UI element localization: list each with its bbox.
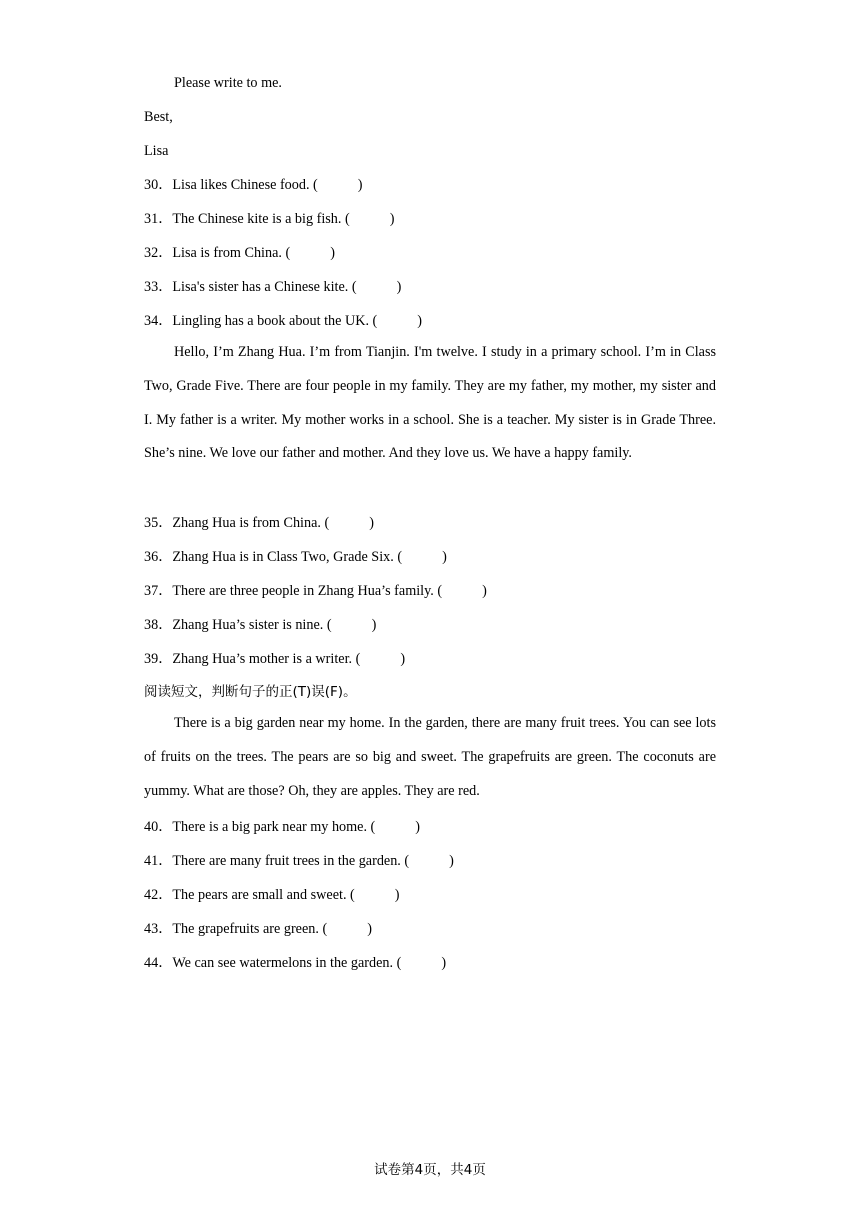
question-number: 30． xyxy=(144,177,173,193)
question-text: Zhang Hua is in Class Two, Grade Six. ( xyxy=(172,549,403,565)
question-text: The grapefruits are green. ( xyxy=(172,921,328,937)
question-close-paren: ) xyxy=(357,177,363,193)
question-number: 37． xyxy=(144,583,173,599)
question-number: 41． xyxy=(144,853,173,869)
question-text: Zhang Hua’s sister is nine. ( xyxy=(172,617,332,633)
question-text: Zhang Hua is from China. ( xyxy=(172,515,330,531)
question-34 xyxy=(144,311,716,331)
question-text: There is a big park near my home. ( xyxy=(172,819,376,835)
question-text: There are three people in Zhang Hua’s family. ( xyxy=(172,583,443,599)
question-40 xyxy=(144,817,716,837)
question-close-paren: ) xyxy=(442,549,447,565)
question-41 xyxy=(144,851,716,871)
question-30 xyxy=(144,175,716,195)
question-text: Lisa's sister has a Chinese kite. ( xyxy=(172,279,357,295)
question-37 xyxy=(144,581,716,601)
question-42 xyxy=(144,885,716,905)
question-number: 40． xyxy=(144,819,173,835)
question-close-paren: ) xyxy=(367,921,372,937)
question-close-paren: ) xyxy=(394,887,400,903)
question-number: 43． xyxy=(144,921,173,937)
question-text: Zhang Hua’s mother is a writer. ( xyxy=(172,651,361,667)
question-36 xyxy=(144,547,716,567)
question-44 xyxy=(144,953,716,973)
question-close-paren: ) xyxy=(482,583,487,599)
question-text: Lisa is from China. ( xyxy=(172,245,291,261)
question-text: There are many fruit trees in the garden. ( xyxy=(172,853,410,869)
question-number: 36． xyxy=(144,549,173,565)
question-close-paren: ) xyxy=(441,955,447,971)
question-number: 31． xyxy=(144,211,173,227)
question-number: 33． xyxy=(144,279,173,295)
question-35 xyxy=(144,513,716,533)
question-text: We can see watermelons in the garden. ( xyxy=(172,955,402,971)
question-number: 38． xyxy=(144,617,173,633)
question-33 xyxy=(144,277,716,297)
question-close-paren: ) xyxy=(389,211,395,227)
question-39 xyxy=(144,649,716,669)
question-close-paren: ) xyxy=(415,819,421,835)
question-close-paren: ) xyxy=(417,313,423,329)
question-close-paren: ) xyxy=(400,651,406,667)
question-close-paren: ) xyxy=(369,515,374,531)
question-number: 42． xyxy=(144,887,173,903)
question-text: The pears are small and sweet. ( xyxy=(172,887,355,903)
question-number: 39． xyxy=(144,651,173,667)
question-number: 32． xyxy=(144,245,173,261)
question-close-paren: ) xyxy=(330,245,335,261)
section-instruction: 阅读短文，判断句子的正(T)误(F)。 xyxy=(144,684,357,700)
question-close-paren: ) xyxy=(371,617,377,633)
letter-closing-line: Please write to me. xyxy=(174,75,282,91)
question-text: Lisa likes Chinese food. ( xyxy=(172,177,318,193)
question-32 xyxy=(144,243,716,263)
question-43 xyxy=(144,919,716,939)
question-number: 44． xyxy=(144,955,173,971)
letter-signoff: Best, xyxy=(144,109,173,125)
reading-passage-zhang-hua: Hello, I’m Zhang Hua. I’m from Tianjin. I'm twelve. I study in a primary school. I’m in Class Two, Grade Five. There are four people in my family. They are my father, my mother, my sister and I. My father is a writer. My mother works in a school. She is a teacher. My sister is in Grade Three. She’s nine. We love our father and mother. And they love us. We have a happy family. xyxy=(144,344,716,462)
question-number: 34． xyxy=(144,313,173,329)
question-text: Lingling has a book about the UK. ( xyxy=(172,313,378,329)
question-38 xyxy=(144,615,716,635)
letter-signature: Lisa xyxy=(144,143,169,159)
page-footer: 试卷第4页，共4页 xyxy=(374,1162,486,1178)
question-number: 35． xyxy=(144,515,173,531)
question-text: The Chinese kite is a big fish. ( xyxy=(172,211,350,227)
question-close-paren: ) xyxy=(396,279,402,295)
reading-passage-garden: There is a big garden near my home. In the garden, there are many fruit trees. You can see lots of fruits on the trees. The pears are so big and sweet. The grapefruits are green. The coconuts are yummy. What are those? Oh, they are apples. They are red. xyxy=(144,715,716,799)
question-31 xyxy=(144,209,716,229)
question-close-paren: ) xyxy=(449,853,454,869)
